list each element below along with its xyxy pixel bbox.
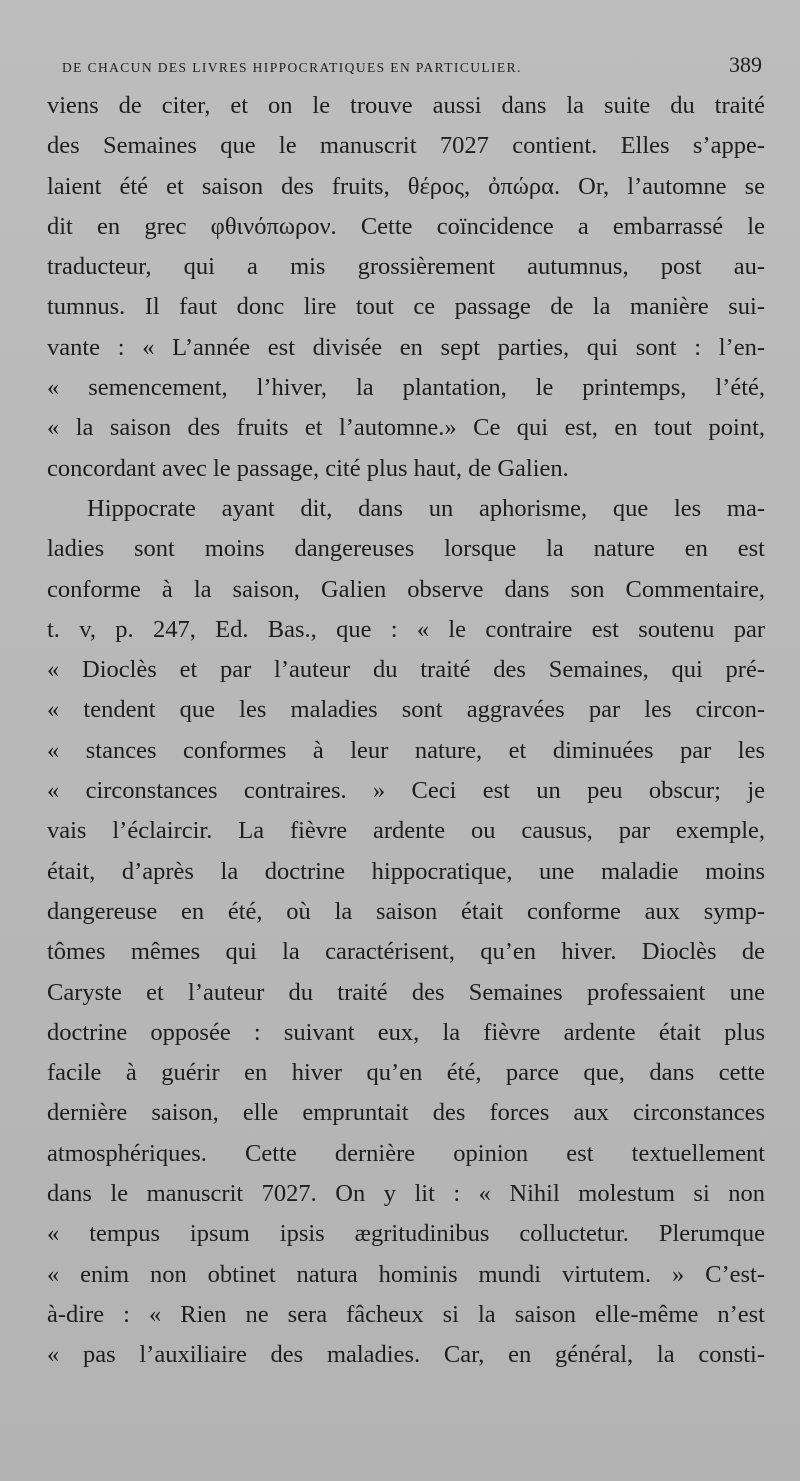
text-line: Caryste et l’auteur du traité des Semaines professaient une (47, 978, 765, 1006)
text-line: Hippocrate ayant dit, dans un aphorisme, que les ma- (87, 494, 765, 522)
text-line: tumnus. Il faut donc lire tout ce passage de la manière sui- (47, 293, 765, 321)
text-line: vais l’éclaircir. La fièvre ardente ou causus, par exemple, (47, 817, 765, 845)
text-line: ladies sont moins dangereuses lorsque la nature en est (47, 535, 765, 563)
text-line: traducteur, qui a mis grossièrement autumnus, post au- (47, 253, 765, 281)
text-line: était, d’après la doctrine hippocratique, une maladie moins (47, 857, 765, 885)
text-line: doctrine opposée : suivant eux, la fièvre ardente était plus (47, 1018, 765, 1046)
text-line: dit en grec φθινόπωρον. Cette coïncidence a embarrassé le (47, 212, 765, 240)
text-line: « pas l’auxiliaire des maladies. Car, en général, la consti- (47, 1341, 765, 1369)
text-line: dernière saison, elle empruntait des forces aux circonstances (47, 1099, 765, 1127)
text-line: « enim non obtinet natura hominis mundi virtutem. » C’est- (47, 1260, 765, 1288)
text-line: « Dioclès et par l’auteur du traité des Semaines, qui pré- (47, 656, 765, 684)
text-line: laient été et saison des fruits, θέρος, ὀπώρα. Or, l’automne se (47, 172, 765, 200)
text-line: facile à guérir en hiver qu’en été, parce que, dans cette (47, 1059, 765, 1087)
running-head (62, 52, 762, 82)
text-line: conforme à la saison, Galien observe dans son Commentaire, (47, 575, 765, 603)
text-line: « semencement, l’hiver, la plantation, le printemps, l’été, (47, 374, 765, 402)
text-line: « tempus ipsum ipsis ægritudinibus colluctetur. Plerumque (47, 1220, 765, 1248)
running-head-title: DE CHACUN DES LIVRES HIPPOCRATIQUES EN PARTICULIER. (62, 60, 522, 75)
body-text (47, 86, 765, 1376)
text-line: concordant avec le passage, cité plus haut, de Galien. (47, 454, 569, 482)
text-line: t. v, p. 247, Ed. Bas., que : « le contraire est soutenu par (47, 615, 765, 643)
page-number: 389 (729, 52, 762, 77)
text-line: des Semaines que le manuscrit 7027 contient. Elles s’appe- (47, 132, 765, 160)
text-line: « stances conformes à leur nature, et diminuées par les (47, 736, 765, 764)
text-line: tômes mêmes qui la caractérisent, qu’en hiver. Dioclès de (47, 938, 765, 966)
text-line: dangereuse en été, où la saison était conforme aux symp- (47, 897, 765, 925)
text-line: atmosphériques. Cette dernière opinion est textuellement (47, 1139, 765, 1167)
text-line: dans le manuscrit 7027. On y lit : « Nihil molestum si non (47, 1180, 765, 1208)
text-line: viens de citer, et on le trouve aussi dans la suite du traité (47, 92, 765, 119)
text-line: vante : « L’année est divisée en sept parties, qui sont : l’en- (47, 333, 765, 361)
text-line: « tendent que les maladies sont aggravées par les circon- (47, 696, 765, 724)
text-line: « la saison des fruits et l’automne.» Ce qui est, en tout point, (47, 414, 765, 442)
text-line: « circonstances contraires. » Ceci est un peu obscur; je (47, 777, 765, 805)
text-line: à-dire : « Rien ne sera fâcheux si la saison elle-même n’est (47, 1300, 765, 1328)
